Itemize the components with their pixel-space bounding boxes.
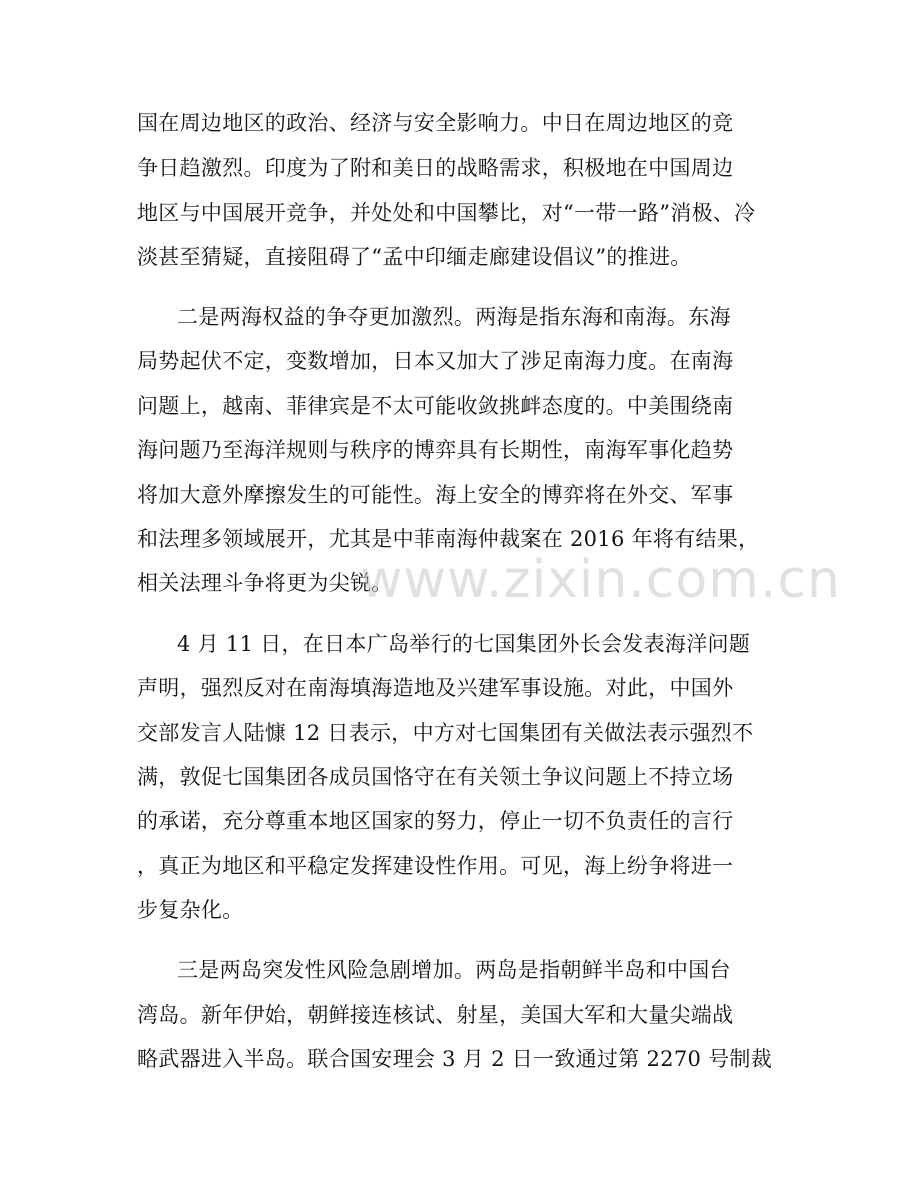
text-line-3: 地区与中国展开竞争，并处处和中国攀比，对“一带一路”消极、冷 xyxy=(137,201,756,225)
text-line-8: 海问题乃至海洋规则与秩序的博弈具有长期性，南海军事化趋势 xyxy=(137,438,734,462)
text-line-4: 淡甚至猜疑，直接阻碍了“孟中印缅走廊建设倡议”的推进。 xyxy=(137,245,692,269)
text-line-10: 和法理多领域展开，尤其是中菲南海仲裁案在 2016 年将有结果， xyxy=(137,527,760,551)
text-line-13: 声明，强烈反对在南海填海造地及兴建军事设施。对此，中国外 xyxy=(137,676,734,700)
watermark: www.zixin.com.cn xyxy=(360,550,841,610)
text-line-2: 争日趋激烈。印度为了附和美日的战略需求，积极地在中国周边 xyxy=(137,156,734,180)
text-line-9: 将加大意外摩擦发生的可能性。海上安全的博弈将在外交、军事 xyxy=(137,483,734,507)
text-line-17: ，真正为地区和平稳定发挥建设性作用。可见，海上纷争将进一 xyxy=(137,854,734,878)
text-line-20: 湾岛。新年伊始，朝鲜接连核试、射星，美国大军和大量尖端战 xyxy=(137,1003,734,1027)
text-line-11: 相关法理斗争将更为尖锐。 xyxy=(137,571,393,595)
text-line-18: 步复杂化。 xyxy=(137,898,244,922)
text-line-5: 二是两海权益的争夺更加激烈。两海是指东海和南海。东海 xyxy=(177,305,731,329)
text-line-6: 局势起伏不定，变数增加，日本又加大了涉足南海力度。在南海 xyxy=(137,349,734,373)
text-line-12: 4 月 11 日，在日本广岛举行的七国集团外长会发表海洋问题 xyxy=(177,632,751,656)
text-line-16: 的承诺，充分尊重本地区国家的努力，停止一切不负责任的言行 xyxy=(137,809,734,833)
text-line-21: 略武器进入半岛。联合国安理会 3 月 2 日一致通过第 2270 号制裁 xyxy=(137,1047,773,1071)
text-line-1: 国在周边地区的政治、经济与安全影响力。中日在周边地区的竞 xyxy=(137,111,734,135)
text-line-7: 问题上，越南、菲律宾是不太可能收敛挑衅态度的。中美围绕南 xyxy=(137,394,734,418)
text-line-14: 交部发言人陆慷 12 日表示，中方对七国集团有关做法表示强烈不 xyxy=(137,721,754,745)
text-line-19: 三是两岛突发性风险急剧增加。两岛是指朝鲜半岛和中国台 xyxy=(177,958,731,982)
text-line-15: 满，敦促七国集团各成员国恪守在有关领土争议问题上不持立场 xyxy=(137,765,734,789)
